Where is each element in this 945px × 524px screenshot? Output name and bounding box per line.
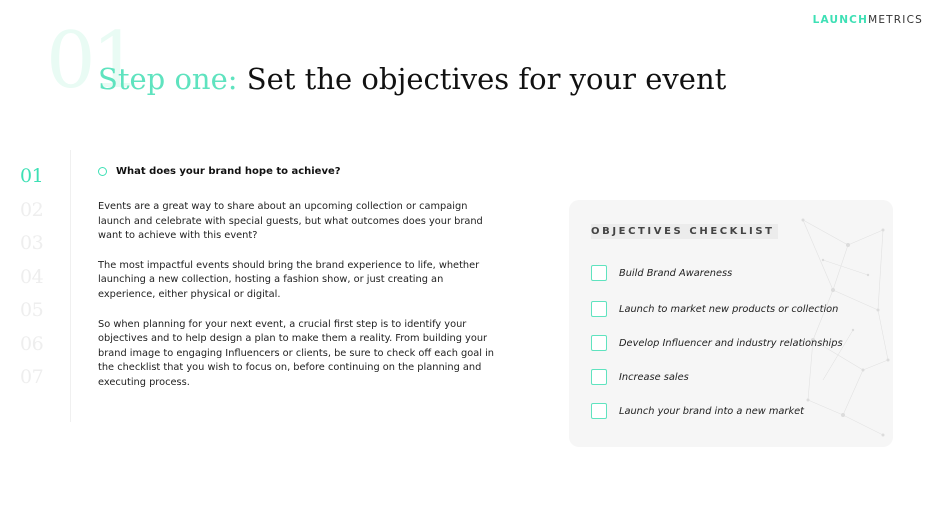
checklist-item-label: Develop Influencer and industry relationships	[619, 337, 843, 349]
checkbox[interactable]	[591, 265, 607, 281]
launchmetrics-logo[interactable]	[813, 14, 923, 26]
checklist-item-label: Build Brand Awareness	[619, 267, 733, 279]
section-question	[98, 166, 341, 177]
background-step-number: 01	[46, 16, 138, 106]
paragraph: So when planning for your next event, a crucial first step is to identify your objectives and to help design a plan to make them a reality. From building your brand image to engaging Influencers or clients, be sure to check off each goal in the checklist that you wish to focus on, before continuing on the planning and executing process.	[98, 318, 495, 388]
checklist-item-build-brand-awareness[interactable]	[591, 265, 732, 281]
checklist-title: OBJECTIVES CHECKLIST	[591, 224, 778, 239]
checklist-item-launch-products[interactable]	[591, 301, 838, 317]
checklist-item-label: Launch to market new products or collection	[619, 303, 839, 315]
checklist-item-influencer-relationships[interactable]	[591, 335, 843, 351]
checkbox[interactable]	[591, 301, 607, 317]
step-nav-item-01[interactable]: 01	[20, 165, 44, 187]
title-accent: Step one:	[98, 62, 238, 96]
step-nav-item-05[interactable]: 05	[20, 299, 44, 321]
checklist-item-label: Launch your brand into a new market	[619, 405, 805, 417]
checkbox[interactable]	[591, 403, 607, 419]
step-nav-item-07[interactable]: 07	[20, 366, 44, 388]
body-text	[98, 200, 503, 406]
title-text: Set the objectives for your event	[246, 62, 727, 96]
question-text: What does your brand hope to achieve?	[116, 166, 341, 177]
checkbox[interactable]	[591, 335, 607, 351]
step-nav-item-03[interactable]: 03	[20, 232, 44, 254]
step-nav	[20, 160, 70, 395]
step-nav-item-04[interactable]: 04	[20, 265, 44, 288]
checklist-item-label: Increase sales	[619, 371, 689, 383]
objectives-checklist-card	[569, 200, 893, 447]
network-pattern-decoration	[793, 200, 893, 447]
logo-accent-text: LAUNCH	[812, 14, 869, 26]
checkbox[interactable]	[591, 369, 607, 385]
paragraph: The most impactful events should bring the brand experience to life, whether launching a new collection, hosting a fashion show, or just creating an experience, either physical or digital.	[98, 259, 480, 300]
step-nav-item-02[interactable]: 02	[20, 198, 44, 221]
step-nav-divider	[70, 150, 71, 422]
checklist-item-increase-sales[interactable]	[591, 369, 689, 385]
checklist-item-new-market[interactable]	[591, 403, 804, 419]
step-nav-item-06[interactable]: 06	[20, 332, 44, 355]
page-title	[98, 62, 726, 97]
bullet-circle-icon	[98, 167, 107, 176]
paragraph: Events are a great way to share about an upcoming collection or campaign launch and celebrate with special guests, but what outcomes does your brand want to achieve with this event?	[98, 201, 483, 242]
logo-rest-text: METRICS	[868, 14, 923, 26]
